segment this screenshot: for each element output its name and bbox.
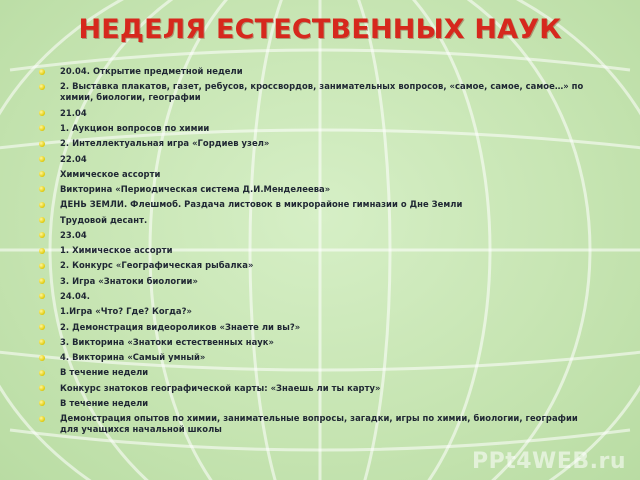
list-item	[38, 365, 598, 380]
list-item	[38, 212, 598, 227]
bullet-icon	[39, 416, 45, 422]
list-item-text: Химическое ассорти	[60, 168, 161, 179]
list-item-text: 2. Конкурс «Географическая рыбалка»	[60, 260, 254, 271]
list-item	[38, 151, 598, 166]
bullet-icon	[39, 385, 45, 391]
list-item	[38, 304, 598, 319]
agenda-list	[38, 64, 598, 437]
bullet-icon	[39, 110, 45, 116]
bullet-icon	[39, 263, 45, 269]
list-item	[38, 274, 598, 289]
list-item-text: 1. Аукцион вопросов по химии	[60, 122, 210, 133]
list-item	[38, 167, 598, 182]
list-item-text: 2. Демонстрация видеороликов «Знаете ли вы?»	[60, 321, 301, 332]
list-item-text: Конкурс знатоков географической карты: «Знаешь ли ты карту»	[60, 382, 381, 393]
bullet-icon	[39, 202, 45, 208]
list-item-text: В течение недели	[60, 398, 149, 408]
list-item-text: 20.04. Открытие предметной недели	[60, 66, 243, 77]
bullet-icon	[39, 125, 45, 131]
bullet-icon	[39, 171, 45, 177]
bullet-icon	[39, 232, 45, 238]
list-item-text: В течение недели	[60, 367, 149, 378]
list-item	[38, 289, 598, 304]
list-item	[38, 319, 598, 334]
list-item	[38, 197, 598, 212]
page-title: НЕДЕЛЯ ЕСТЕСТВЕННЫХ НАУК	[78, 14, 562, 45]
list-item-text: Трудовой десант.	[60, 214, 148, 225]
list-item	[38, 79, 598, 105]
list-item	[38, 105, 598, 120]
list-item-text: Викторина «Периодическая система Д.И.Менделеева»	[60, 184, 331, 195]
bullet-icon	[39, 400, 45, 406]
bullet-icon	[39, 339, 45, 345]
bullet-icon	[39, 278, 45, 284]
list-item	[38, 258, 598, 273]
list-item-text: 3. Игра «Знатоки биологии»	[60, 275, 198, 286]
list-item	[38, 182, 598, 197]
list-item	[38, 136, 598, 151]
bullet-icon	[39, 370, 45, 376]
bullet-icon	[39, 69, 45, 75]
list-item	[38, 243, 598, 258]
list-item	[38, 64, 598, 79]
list-item	[38, 411, 598, 437]
list-item-text: ДЕНЬ ЗЕМЛИ. Флешмоб. Раздача листовок в микрорайоне гимназии о Дне Земли	[60, 199, 463, 210]
bullet-icon	[39, 84, 45, 90]
list-item	[38, 350, 598, 365]
list-item-text: 2. Выставка плакатов, газет, ребусов, кроссвордов, занимательных вопросов, «самое, самое, самое…» по химии, биологии, географии	[60, 81, 584, 103]
bullet-icon	[39, 186, 45, 192]
bullet-icon	[39, 217, 45, 223]
bullet-icon	[39, 324, 45, 330]
list-item-text: 23.04	[60, 229, 87, 240]
list-item-text: 21.04	[60, 107, 87, 118]
list-item-text: 24.04.	[60, 291, 90, 302]
bullet-icon	[39, 293, 45, 299]
list-item	[38, 381, 598, 396]
list-item-text: 3. Викторина «Знатоки естественных наук»	[60, 336, 274, 347]
list-item-text: 4. Викторина «Самый умный»	[60, 352, 206, 363]
bullet-icon	[39, 309, 45, 315]
list-item-text: 22.04	[60, 153, 87, 164]
list-item-text: 2. Интеллектуальная игра «Гордиев узел»	[60, 138, 270, 149]
bullet-icon	[39, 248, 45, 254]
list-item	[38, 121, 598, 136]
list-item	[38, 228, 598, 243]
bullet-icon	[39, 141, 45, 147]
list-item-text: Демонстрация опытов по химии, занимательные вопросы, загадки, игры по химии, биологии, географии для учащихся начальной школы	[60, 413, 578, 435]
list-item-text: 1.Игра «Что? Где? Когда?»	[60, 306, 192, 317]
list-item	[38, 396, 598, 411]
bullet-icon	[39, 355, 45, 361]
watermark: PPt4WEB.ru	[471, 449, 626, 474]
list-item-text: 1. Химическое ассорти	[60, 245, 173, 256]
list-item	[38, 335, 598, 350]
bullet-icon	[39, 156, 45, 162]
